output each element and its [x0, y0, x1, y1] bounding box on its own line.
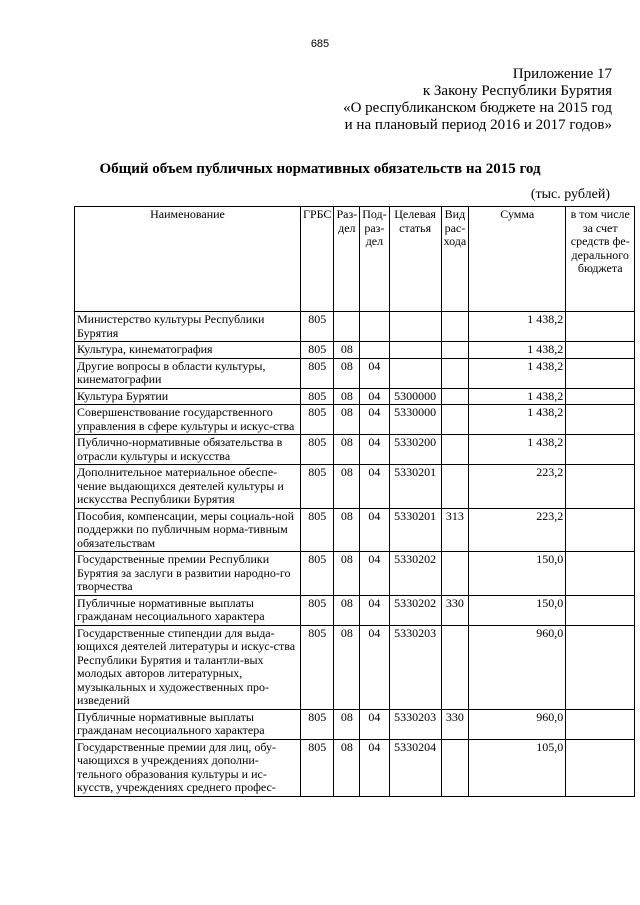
cell-target: 5330200 — [389, 435, 441, 465]
table-row — [75, 508, 635, 552]
cell-vid — [441, 435, 469, 465]
table-row — [75, 465, 635, 509]
cell-razdel: 08 — [334, 508, 360, 552]
cell-vid — [441, 739, 469, 796]
cell-razdel: 08 — [334, 342, 360, 359]
cell-razdel: 08 — [334, 595, 360, 625]
cell-federal — [566, 465, 635, 509]
cell-sum: 1 438,2 — [469, 358, 566, 388]
header-razdel: Раз-дел — [334, 207, 360, 312]
header-federal: в том числе за счет средств фе-дерального бюджета — [566, 207, 635, 312]
cell-razdel: 08 — [334, 388, 360, 405]
cell-federal — [566, 709, 635, 739]
cell-vid — [441, 405, 469, 435]
cell-grbs: 805 — [301, 709, 334, 739]
header-target: Целевая статья — [389, 207, 441, 312]
cell-name: Совершенствование государственного управления в сфере культуры и искус-ства — [75, 405, 301, 435]
appendix-line-3: «О республиканском бюджете на 2015 год — [343, 100, 612, 116]
page-number: 685 — [310, 38, 330, 50]
appendix-line-4: и на плановый период 2016 и 2017 годов» — [344, 117, 612, 133]
cell-grbs: 805 — [301, 312, 334, 342]
cell-name: Государственные премии для лиц, обу-чающихся в учреждениях дополни-тельного образования культуры и ис-кусств, учреждениях среднего профес- — [75, 739, 301, 796]
units-label: (тыс. рублей) — [530, 187, 610, 202]
cell-federal — [566, 508, 635, 552]
cell-grbs: 805 — [301, 739, 334, 796]
cell-sum: 1 438,2 — [469, 435, 566, 465]
appendix-header — [343, 66, 612, 134]
table-row — [75, 435, 635, 465]
cell-vid: 330 — [441, 709, 469, 739]
cell-razdel: 08 — [334, 358, 360, 388]
cell-razdel — [334, 312, 360, 342]
cell-name: Культура, кинематография — [75, 342, 301, 359]
cell-vid — [441, 358, 469, 388]
cell-target: 5330201 — [389, 465, 441, 509]
cell-vid — [441, 312, 469, 342]
table-row — [75, 388, 635, 405]
table-row — [75, 595, 635, 625]
header-name: Наименование — [75, 207, 301, 312]
cell-grbs: 805 — [301, 388, 334, 405]
cell-grbs: 805 — [301, 435, 334, 465]
cell-vid — [441, 388, 469, 405]
cell-target: 5330202 — [389, 552, 441, 596]
cell-name: Другие вопросы в области культуры, кинематографии — [75, 358, 301, 388]
cell-sum: 1 438,2 — [469, 342, 566, 359]
cell-federal — [566, 342, 635, 359]
table-row — [75, 312, 635, 342]
cell-razdel: 08 — [334, 405, 360, 435]
cell-target: 5300000 — [389, 388, 441, 405]
appendix-line-2: к Закону Республики Бурятия — [422, 83, 612, 99]
cell-vid — [441, 342, 469, 359]
cell-federal — [566, 739, 635, 796]
cell-sum: 150,0 — [469, 595, 566, 625]
cell-podrazdel: 04 — [360, 709, 389, 739]
document-title: Общий объем публичных нормативных обязательств на 2015 год — [99, 161, 541, 177]
cell-razdel: 08 — [334, 465, 360, 509]
cell-sum: 960,0 — [469, 709, 566, 739]
table-row — [75, 709, 635, 739]
cell-podrazdel: 04 — [360, 552, 389, 596]
cell-podrazdel: 04 — [360, 388, 389, 405]
cell-podrazdel: 04 — [360, 739, 389, 796]
cell-name: Публичные нормативные выплаты гражданам несоциального характера — [75, 595, 301, 625]
cell-podrazdel: 04 — [360, 625, 389, 709]
cell-grbs: 805 — [301, 508, 334, 552]
cell-target: 5330000 — [389, 405, 441, 435]
cell-vid: 313 — [441, 508, 469, 552]
table-row — [75, 405, 635, 435]
obligations-table — [74, 206, 635, 797]
cell-sum: 105,0 — [469, 739, 566, 796]
cell-federal — [566, 552, 635, 596]
cell-sum: 1 438,2 — [469, 388, 566, 405]
cell-target — [389, 312, 441, 342]
cell-federal — [566, 625, 635, 709]
cell-name: Публичные нормативные выплаты гражданам несоциального характера — [75, 709, 301, 739]
cell-grbs: 805 — [301, 405, 334, 435]
cell-name: Государственные премии Республики Бурятия за заслуги в развитии народно-го творчества — [75, 552, 301, 596]
table-row — [75, 358, 635, 388]
cell-name: Пособия, компенсации, меры социаль-ной поддержки по публичным норма-тивным обязательствам — [75, 508, 301, 552]
cell-name: Публично-нормативные обязательства в отрасли культуры и искусства — [75, 435, 301, 465]
cell-name: Дополнительное материальное обеспе-чение выдающихся деятелей культуры и искусства Республики Бурятия — [75, 465, 301, 509]
header-podrazdel: Под-раз-дел — [360, 207, 389, 312]
cell-sum: 960,0 — [469, 625, 566, 709]
cell-target: 5330203 — [389, 709, 441, 739]
cell-sum: 1 438,2 — [469, 312, 566, 342]
cell-federal — [566, 358, 635, 388]
cell-federal — [566, 388, 635, 405]
cell-target: 5330203 — [389, 625, 441, 709]
table-body — [75, 312, 635, 797]
header-vid: Вид рас-хода — [441, 207, 469, 312]
cell-razdel: 08 — [334, 552, 360, 596]
cell-target: 5330202 — [389, 595, 441, 625]
cell-target — [389, 358, 441, 388]
cell-federal — [566, 595, 635, 625]
cell-podrazdel — [360, 342, 389, 359]
cell-sum: 1 438,2 — [469, 405, 566, 435]
cell-target — [389, 342, 441, 359]
cell-podrazdel: 04 — [360, 508, 389, 552]
cell-name: Культура Бурятии — [75, 388, 301, 405]
cell-grbs: 805 — [301, 465, 334, 509]
cell-target: 5330204 — [389, 739, 441, 796]
cell-grbs: 805 — [301, 625, 334, 709]
cell-vid: 330 — [441, 595, 469, 625]
cell-razdel: 08 — [334, 709, 360, 739]
cell-sum: 150,0 — [469, 552, 566, 596]
cell-name: Государственные стипендии для выда-ющихся деятелей литературы и искус-ства Республики Бурятия и талантли-вых молодых авторов литературных, музыкальных и художественных про-изведений — [75, 625, 301, 709]
cell-vid — [441, 625, 469, 709]
table-row — [75, 739, 635, 796]
table-row — [75, 552, 635, 596]
cell-sum: 223,2 — [469, 465, 566, 509]
cell-grbs: 805 — [301, 342, 334, 359]
cell-podrazdel: 04 — [360, 358, 389, 388]
appendix-line-1: Приложение 17 — [512, 66, 612, 82]
cell-podrazdel: 04 — [360, 405, 389, 435]
cell-federal — [566, 312, 635, 342]
cell-federal — [566, 405, 635, 435]
header-grbs: ГРБС — [301, 207, 334, 312]
cell-sum: 223,2 — [469, 508, 566, 552]
table-header-row — [75, 207, 635, 312]
cell-vid — [441, 552, 469, 596]
cell-razdel: 08 — [334, 625, 360, 709]
cell-podrazdel — [360, 312, 389, 342]
cell-name: Министерство культуры Республики Бурятия — [75, 312, 301, 342]
cell-razdel: 08 — [334, 435, 360, 465]
header-sum: Сумма — [469, 207, 566, 312]
cell-target: 5330201 — [389, 508, 441, 552]
cell-grbs: 805 — [301, 595, 334, 625]
cell-grbs: 805 — [301, 552, 334, 596]
cell-podrazdel: 04 — [360, 465, 389, 509]
cell-vid — [441, 465, 469, 509]
cell-podrazdel: 04 — [360, 595, 389, 625]
table-row — [75, 342, 635, 359]
cell-podrazdel: 04 — [360, 435, 389, 465]
cell-razdel: 08 — [334, 739, 360, 796]
cell-grbs: 805 — [301, 358, 334, 388]
cell-federal — [566, 435, 635, 465]
table-row — [75, 625, 635, 709]
